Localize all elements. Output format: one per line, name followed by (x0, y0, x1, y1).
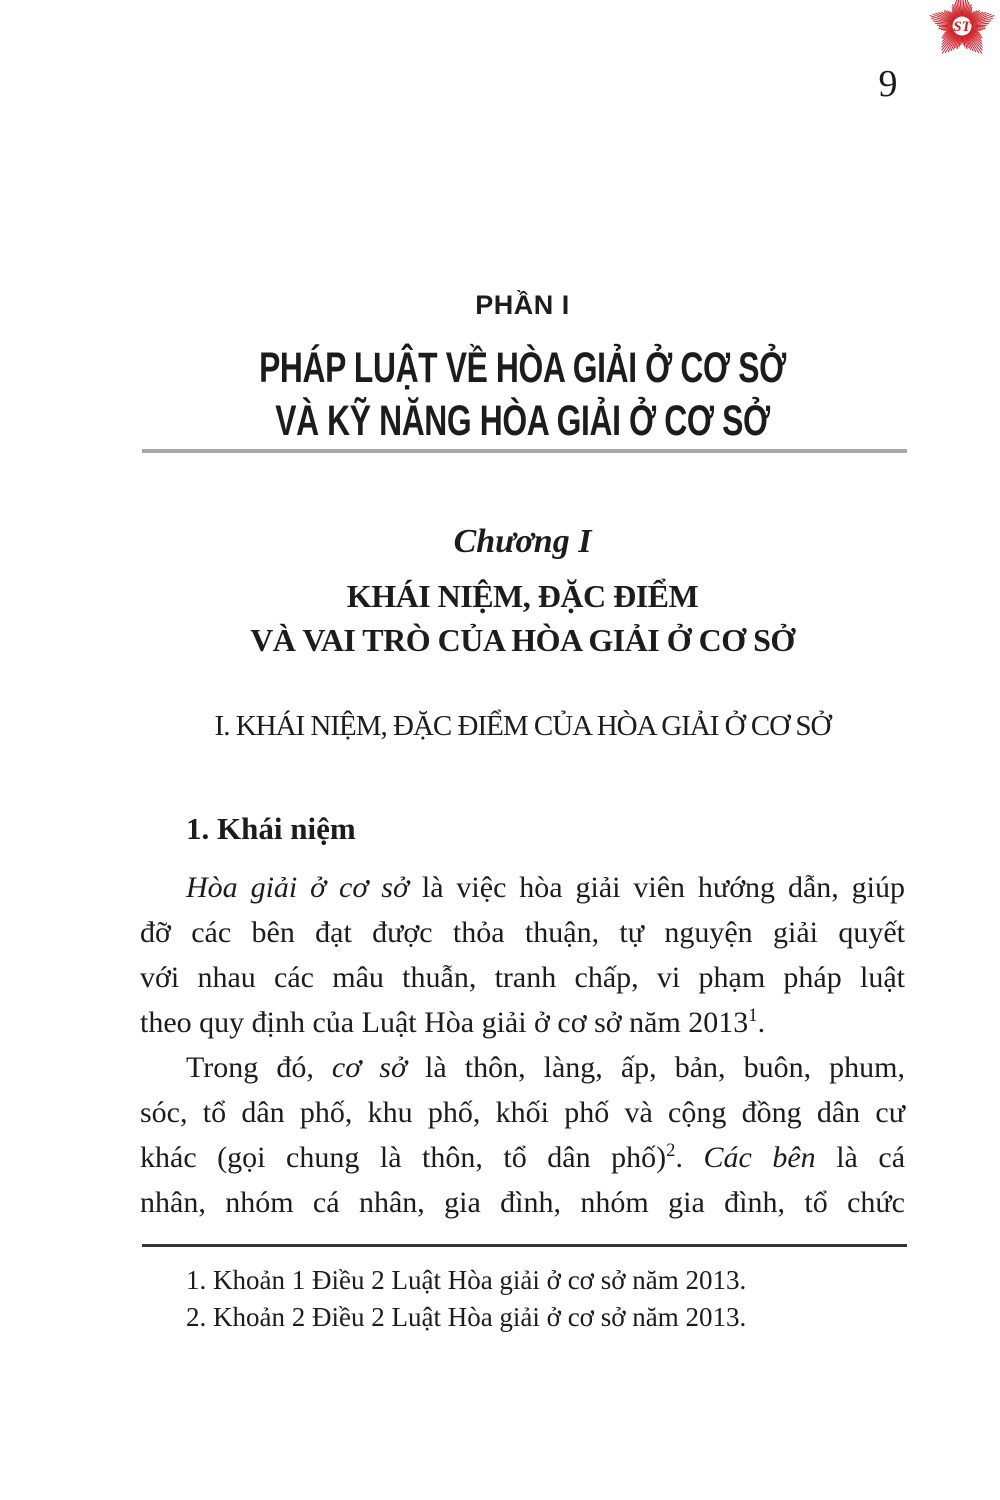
footnote-item: 2. Khoản 2 Điều 2 Luật Hòa giải ở cơ sở năm 2013. (186, 1302, 747, 1332)
part-title (140, 342, 905, 448)
footnote-item: 1. Khoản 1 Điều 2 Luật Hòa giải ở cơ sở năm 2013. (186, 1265, 747, 1295)
text-column (140, 0, 905, 1500)
body-line: đỡ các bên đạt được thỏa thuận, tự nguyện giải quyết (140, 916, 905, 949)
body-line: Trong đó, cơ sở là thôn, làng, ấp, bản, buôn, phum, (186, 1051, 905, 1084)
part-title-line-2: VÀ KỸ NĂNG HÒA GIẢI Ở CƠ SỞ (275, 397, 770, 445)
body-line: khác (gọi chung là thôn, tổ dân phố)$^2$. Các bên là cá (140, 1140, 906, 1174)
body-line: nhân, nhóm cá nhân, gia đình, nhóm gia đình, tổ chức (140, 1186, 905, 1219)
chapter-title (140, 574, 905, 662)
body-text (140, 865, 905, 1225)
chapter-title-line-2: VÀ VAI TRÒ CỦA HÒA GIẢI Ở CƠ SỞ (250, 622, 795, 658)
body-line: Hòa giải ở cơ sở là việc hòa giải viên hướng dẫn, giúp (186, 871, 906, 904)
publisher-logo-icon (920, 0, 1000, 70)
page-number: 9 (878, 63, 898, 105)
chapter-title-line-1: KHÁI NIỆM, ĐẶC ĐIỂM (346, 578, 699, 614)
chapter-label: Chương I (453, 523, 592, 560)
part-label: PHẦN I (475, 290, 570, 320)
title-divider (142, 449, 907, 453)
part-title-line-1: PHÁP LUẬT VỀ HÒA GIẢI Ở CƠ SỞ (259, 344, 786, 392)
section-heading: I. KHÁI NIỆM, ĐẶC ĐIỂM CỦA HÒA GIẢI Ở CƠ SỞ (214, 710, 831, 742)
footnote-divider (142, 1244, 907, 1247)
subsection-heading: 1. Khái niệm (186, 811, 356, 846)
body-line: theo quy định của Luật Hòa giải ở cơ sở năm 2013$^1$. (140, 1005, 766, 1039)
footnotes (140, 1262, 905, 1336)
body-line: sóc, tổ dân phố, khu phố, khối phố và cộng đồng dân cư (140, 1096, 905, 1129)
logo-monogram: ST (953, 19, 971, 35)
body-line: với nhau các mâu thuẫn, tranh chấp, vi phạm pháp luật (140, 961, 905, 994)
